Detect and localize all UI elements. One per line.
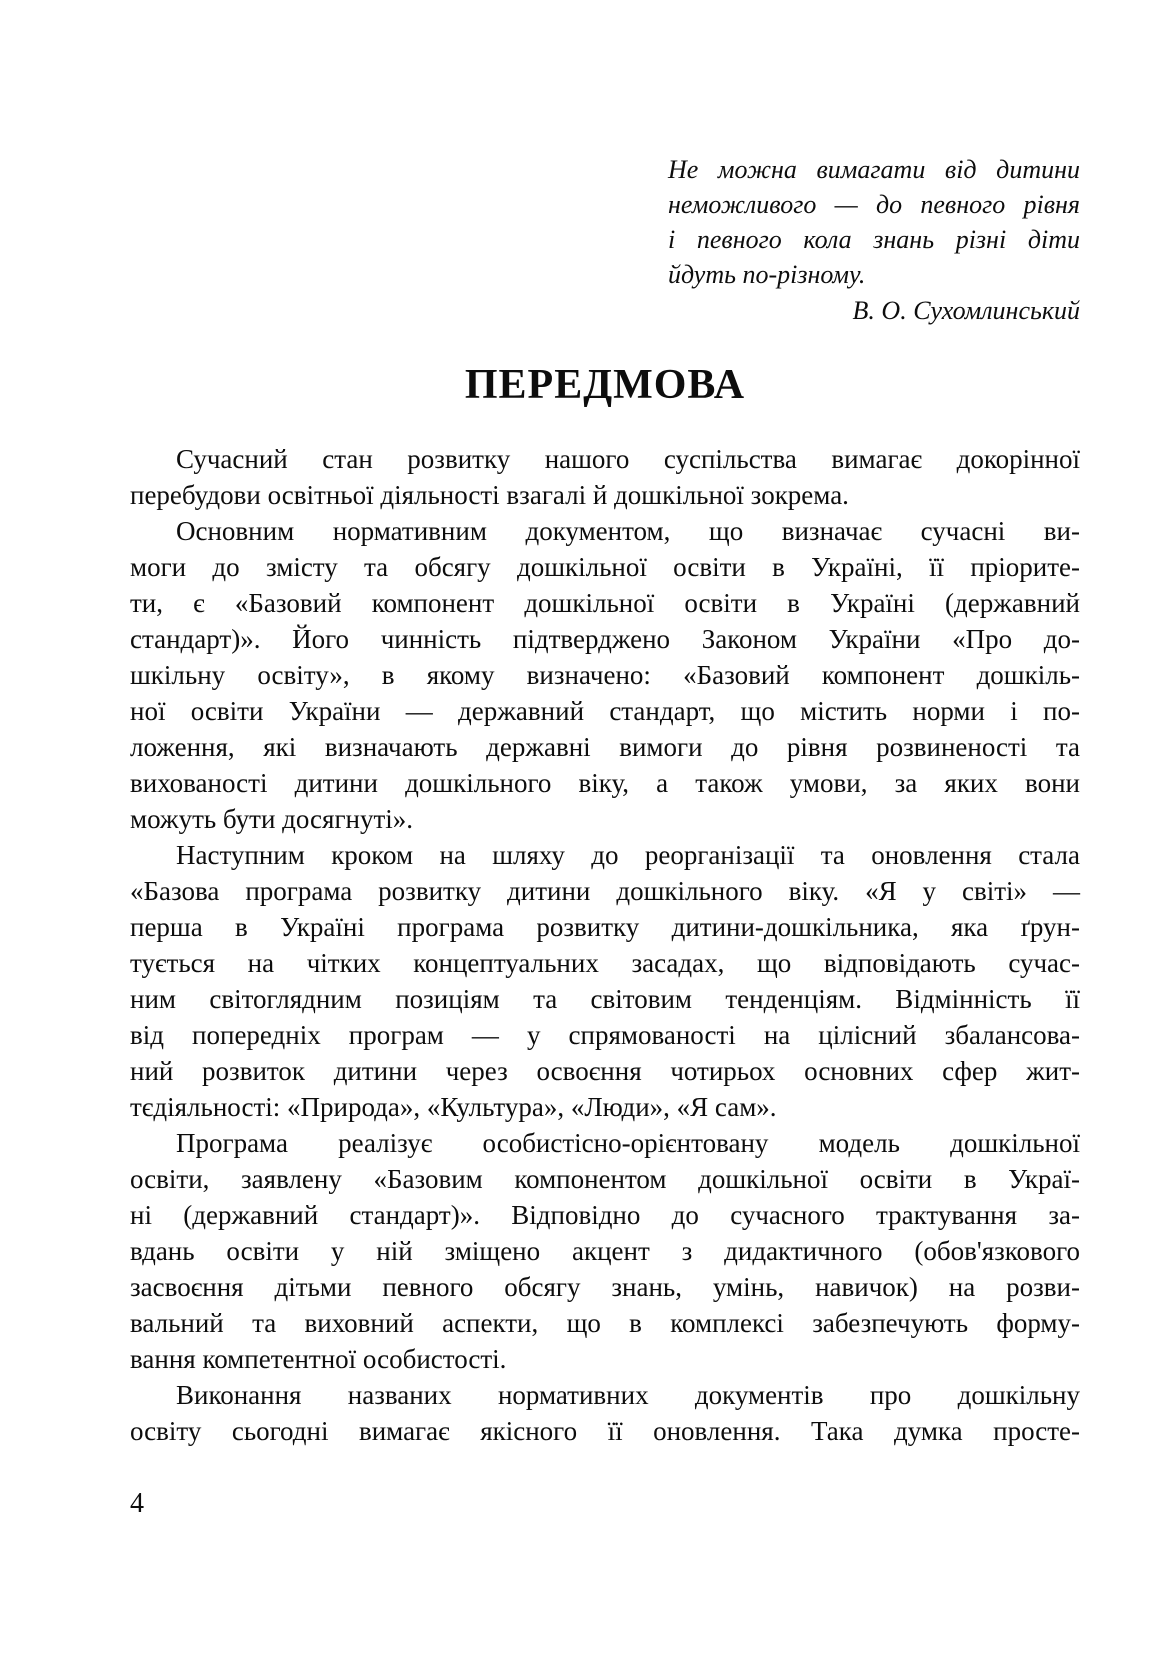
epigraph-line: Не можна вимагати від дитини — [668, 155, 1080, 184]
epigraph-text — [668, 152, 1080, 292]
text-line: стандарт)». Його чинність підтверджено Законом України «Про до- — [130, 624, 1080, 654]
text-line: освіти, заявлену «Базовим компонентом дошкільної освіти в Украї- — [130, 1164, 1080, 1194]
text-line: можуть бути досягнуті». — [130, 804, 414, 834]
epigraph-line: йдуть по-різному. — [668, 260, 866, 289]
text-line: ний розвиток дитини через освоєння чотирьох основних сфер жит- — [130, 1056, 1080, 1086]
text-line: Сучасний стан розвитку нашого суспільства вимагає докорінної — [176, 444, 1080, 474]
text-line: Виконання названих нормативних документів про дошкільну — [176, 1380, 1080, 1410]
text-line: ложення, які визначають державні вимоги до рівня розвиненості та — [130, 732, 1080, 762]
text-line: перша в Україні програма розвитку дитини-дошкільника, яка ґрун- — [130, 912, 1080, 942]
text-line: тується на чітких концептуальних засадах, що відповідають сучас- — [130, 948, 1080, 978]
text-line: «Базова програма розвитку дитини дошкільного віку. «Я у світі» — — [130, 876, 1080, 906]
text-line: засвоєння дітьми певного обсягу знань, умінь, навичок) на розви- — [130, 1272, 1080, 1302]
epigraph-attribution: В. О. Сухомлинський — [852, 296, 1080, 325]
text-line: тєдіяльності: «Природа», «Культура», «Люди», «Я сам». — [130, 1092, 777, 1122]
text-line: освіту сьогодні вимагає якісного її оновлення. Така думка просте- — [130, 1416, 1080, 1446]
text-line: вальний та виховний аспекти, що в комплексі забезпечують форму- — [130, 1308, 1080, 1338]
page-number: 4 — [130, 1488, 144, 1519]
body-text — [130, 441, 1080, 1449]
text-line: моги до змісту та обсягу дошкільної освіти в Україні, її пріорите- — [130, 552, 1080, 582]
text-line: Наступним кроком на шляху до реорганізації та оновлення стала — [176, 840, 1080, 870]
text-line: вихованості дитини дошкільного віку, а також умови, за яких вони — [130, 768, 1080, 798]
epigraph-line: неможливого — до певного рівня — [668, 190, 1080, 219]
text-line: шкільну освіту», в якому визначено: «Базовий компонент дошкіль- — [130, 660, 1080, 690]
text-line: ним світоглядним позиціям та світовим тенденціям. Відмінність її — [130, 984, 1080, 1014]
text-line: Програма реалізує особистісно-орієнтовану модель дошкільної — [176, 1128, 1080, 1158]
text-line: вдань освіти у ній зміщено акцент з дидактичного (обов'язкового — [130, 1236, 1080, 1266]
text-line: ти, є «Базовий компонент дошкільної освіти в Україні (державний — [130, 588, 1080, 618]
text-line: Основним нормативним документом, що визначає сучасні ви- — [176, 516, 1080, 546]
epigraph-line: і певного кола знань різні діти — [668, 225, 1080, 254]
epigraph — [668, 152, 1080, 328]
text-line: перебудови освітньої діяльності взагалі й дошкільної зокрема. — [130, 480, 849, 510]
text-line: ної освіти України — державний стандарт, що містить норми і по- — [130, 696, 1080, 726]
text-line: ні (державний стандарт)». Відповідно до сучасного трактування за- — [130, 1200, 1080, 1230]
text-line: від попередніх програм — у спрямованості на цілісний збалансова- — [130, 1020, 1080, 1050]
text-line: вання компетентної особистості. — [130, 1344, 507, 1374]
chapter-title: ПЕРЕДМОВА — [464, 362, 746, 408]
